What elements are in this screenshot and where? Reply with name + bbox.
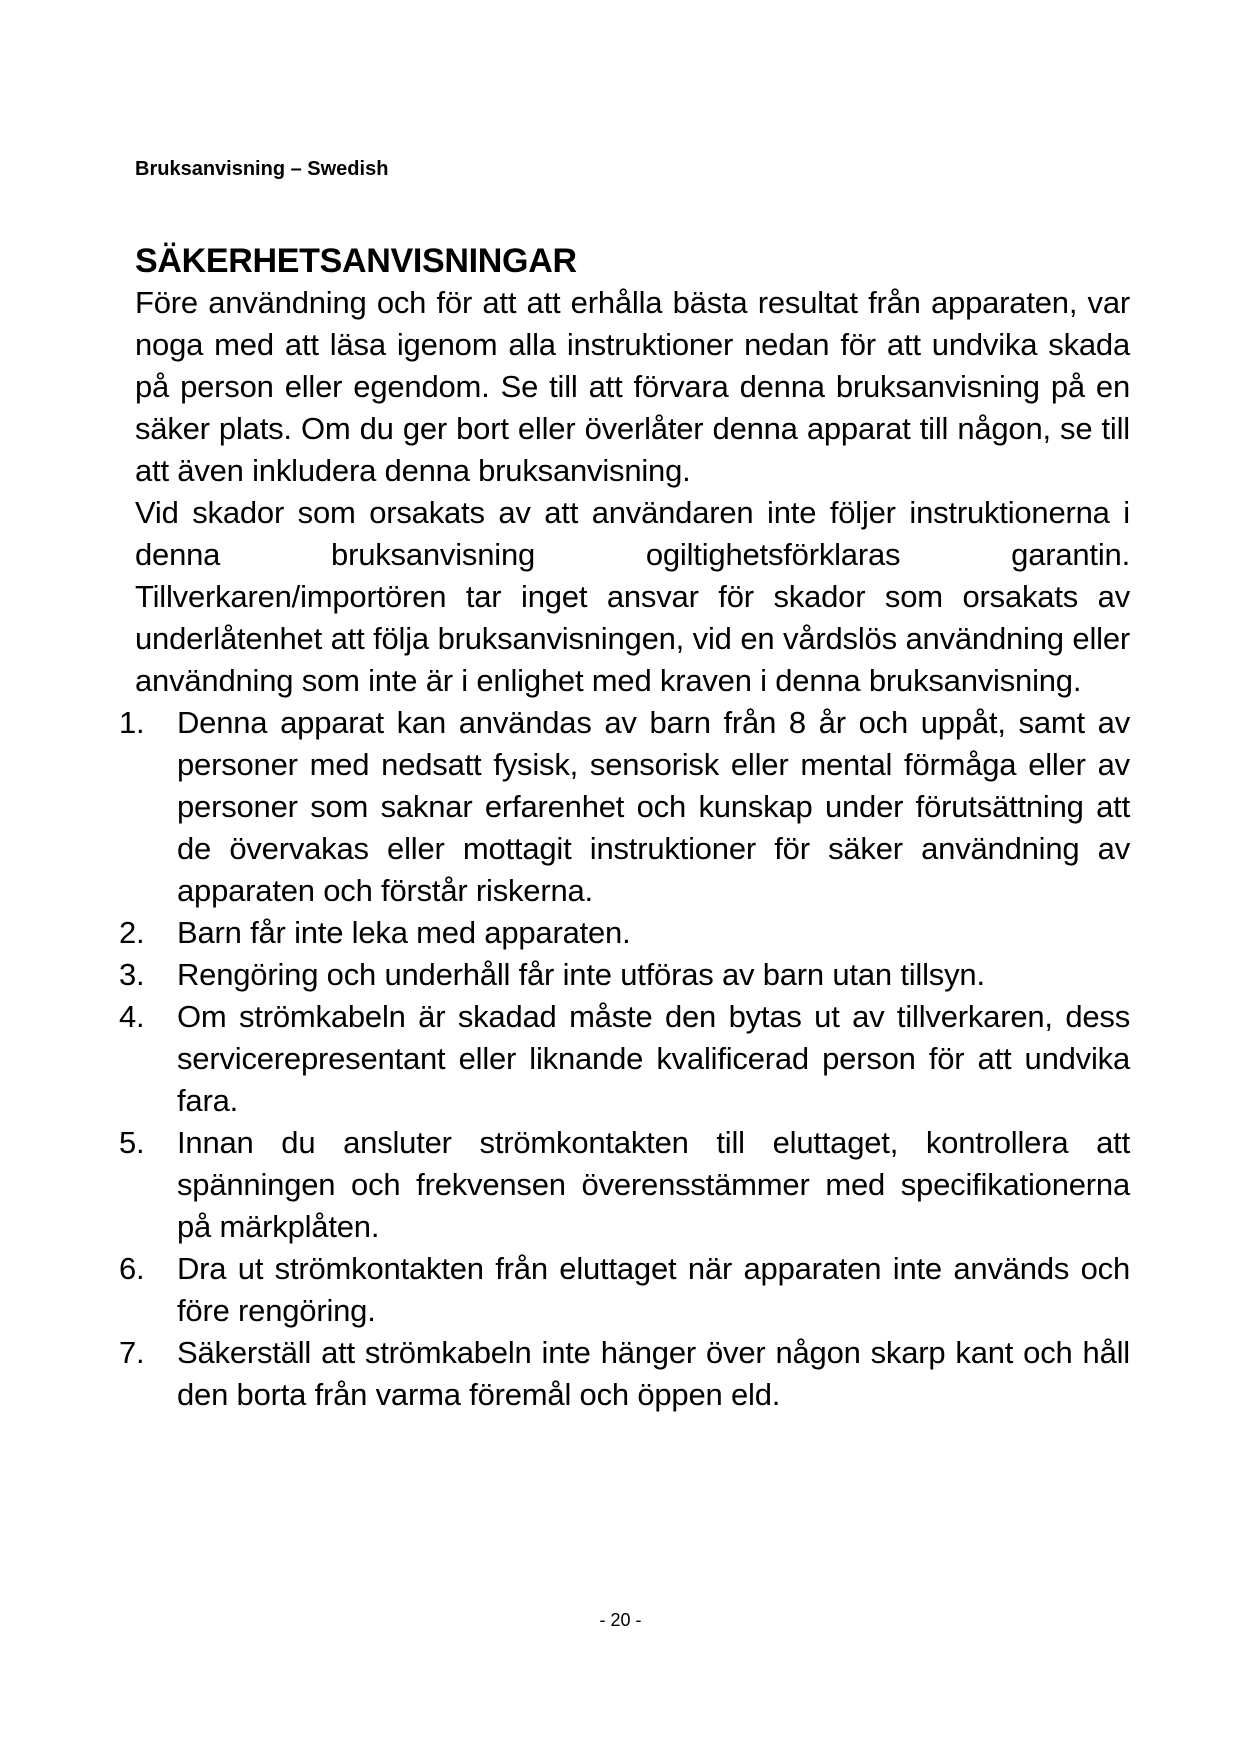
list-item xyxy=(119,996,1130,1122)
safety-instructions-list xyxy=(119,702,1130,1416)
warranty-paragraph: Vid skador som orsakats av att användaren inte följer instruktionerna i denna bruksanvisning ogiltighetsförklaras garantin. Tillverkaren/importören tar inget ansvar för skador som orsakats av underlåtenhet att följa bruksanvisningen, vid en vårdslös användning eller användning som inte är i enlighet med kraven i denna bruksanvisning. xyxy=(135,495,1130,698)
list-item-text: Om strömkabeln är skadad måste den bytas ut av tillverkaren, dess servicerepresentant eller liknande kvalificerad person för att undvika fara. xyxy=(177,999,1130,1118)
list-item-text: Innan du ansluter strömkontakten till eluttaget, kontrollera att spänningen och frekvensen överensstämmer med specifikationerna på märkplåten. xyxy=(177,1125,1130,1244)
list-item xyxy=(119,954,1130,996)
list-item xyxy=(119,1122,1130,1248)
section-title: SÄKERHETSANVISNINGAR xyxy=(135,242,577,280)
list-item-number: 4. xyxy=(119,999,145,1034)
list-item-text: Barn får inte leka med apparaten. xyxy=(177,915,631,950)
list-item-number: 6. xyxy=(119,1251,145,1286)
list-item xyxy=(119,912,1130,954)
list-item-number: 3. xyxy=(119,957,145,992)
list-item-text: Säkerställ att strömkabeln inte hänger över någon skarp kant och håll den borta från varma föremål och öppen eld. xyxy=(177,1335,1130,1412)
list-item xyxy=(119,1248,1130,1332)
list-item-number: 7. xyxy=(119,1335,145,1370)
list-item-text: Dra ut strömkontakten från eluttaget när apparaten inte används och före rengöring. xyxy=(177,1251,1130,1328)
list-item-number: 1. xyxy=(119,705,145,740)
list-item-text: Rengöring och underhåll får inte utföras av barn utan tillsyn. xyxy=(177,957,985,992)
list-item-number: 5. xyxy=(119,1125,145,1160)
page-number: - 20 - xyxy=(599,1610,642,1630)
list-item-number: 2. xyxy=(119,915,145,950)
manual-header-label: Bruksanvisning – Swedish xyxy=(135,158,389,180)
intro-paragraph: Före användning och för att att erhålla bästa resultat från apparaten, var noga med att läsa igenom alla instruktioner nedan för att undvika skada på person eller egendom. Se till att förvara denna bruksanvisning på en säker plats. Om du ger bort eller överlåter denna apparat till någon, se till att även inkludera denna bruksanvisning. xyxy=(135,285,1130,488)
safety-section xyxy=(119,240,1130,1416)
list-item-text: Denna apparat kan användas av barn från 8 år och uppåt, samt av personer med nedsatt fysisk, sensorisk eller mental förmåga eller av personer som saknar erfarenhet och kunskap under förutsättning att de övervakas eller mottagit instruktioner för säker användning av apparaten och förstår riskerna. xyxy=(177,705,1130,908)
list-item xyxy=(119,1332,1130,1416)
list-item xyxy=(119,702,1130,912)
